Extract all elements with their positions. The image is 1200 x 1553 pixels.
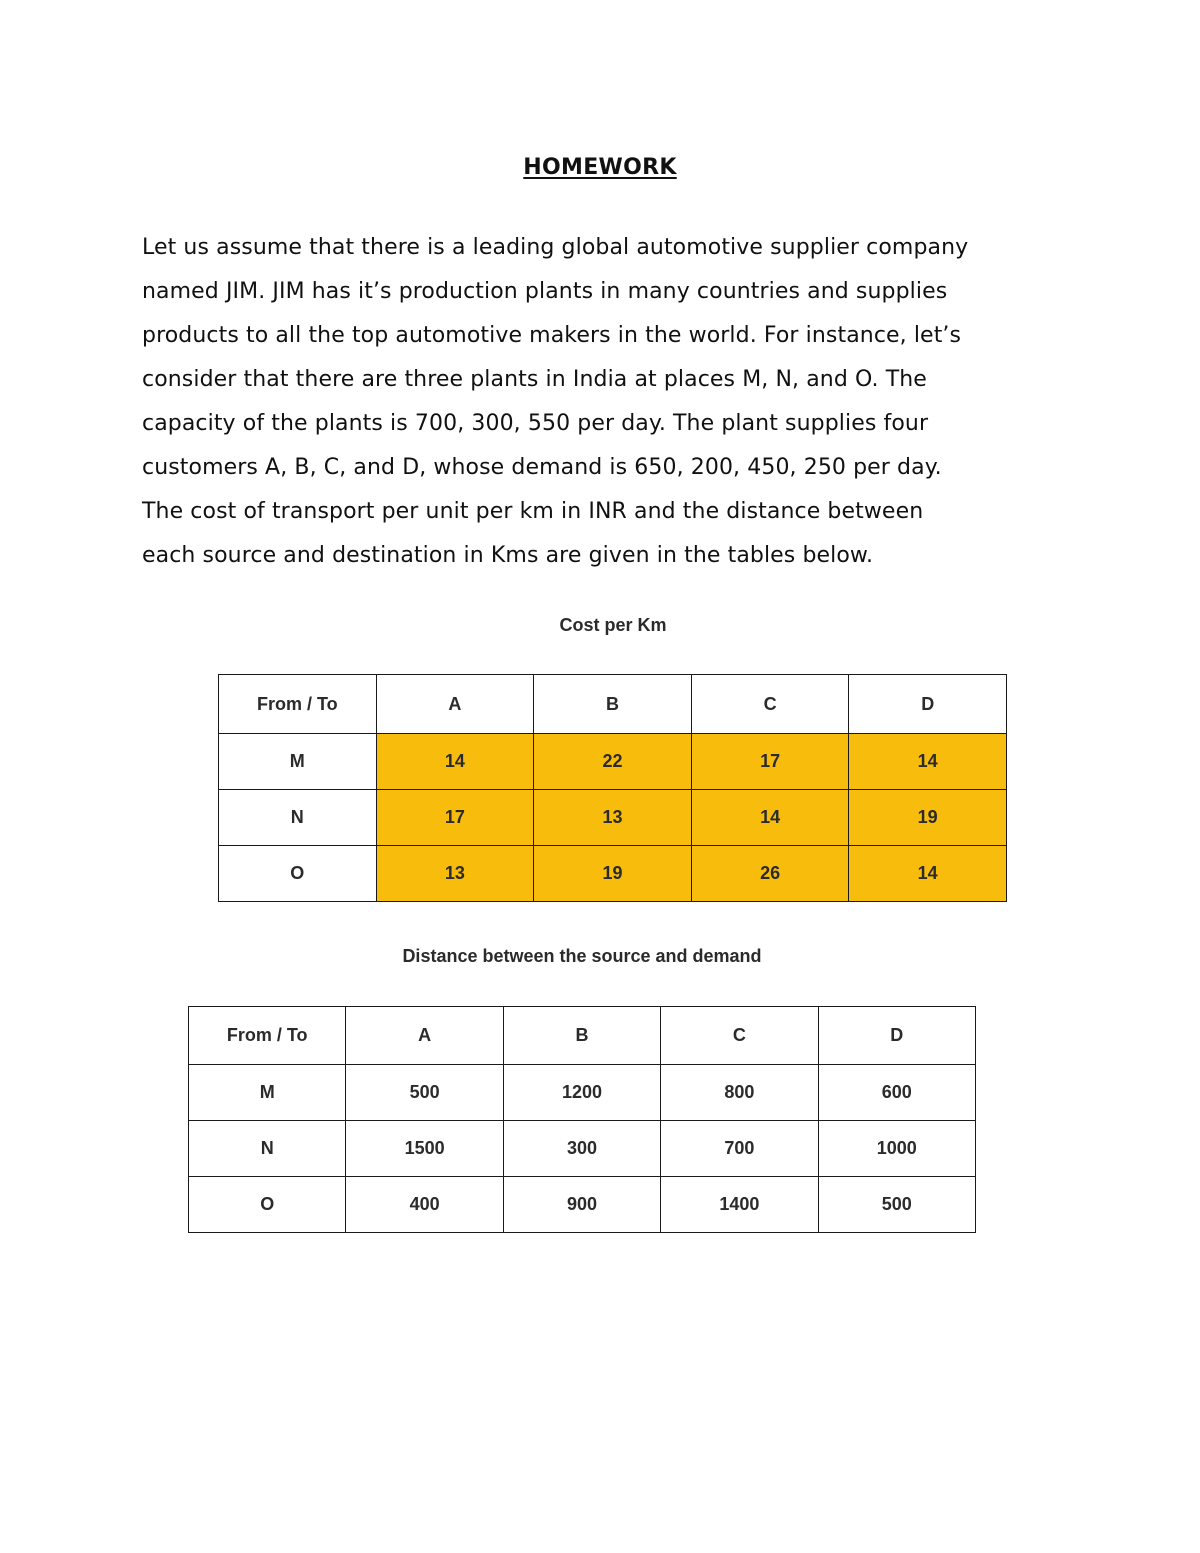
table-cell: 14 [376, 734, 534, 790]
distance-table-caption: Distance between the source and demand [402, 946, 762, 966]
table-row [189, 1121, 976, 1177]
header-cell: B [534, 675, 692, 734]
table-cell: 500 [818, 1177, 975, 1233]
table-cell: 1000 [818, 1121, 975, 1177]
table-cell: 900 [503, 1177, 660, 1233]
row-label-cell: M [219, 734, 377, 790]
table-header-row [189, 1007, 976, 1065]
table-cell: 19 [534, 846, 692, 902]
table-cell: 14 [691, 790, 849, 846]
header-cell: C [661, 1007, 818, 1065]
header-cell: D [818, 1007, 975, 1065]
header-cell: D [849, 675, 1007, 734]
paragraph-line: capacity of the plants is 700, 300, 550 per day. The plant supplies four [142, 411, 929, 436]
table-cell: 500 [346, 1065, 503, 1121]
table-row [189, 1065, 976, 1121]
table-cell: 1500 [346, 1121, 503, 1177]
table-row [219, 790, 1007, 846]
page-title: HOMEWORK [523, 155, 677, 180]
table-cell: 13 [534, 790, 692, 846]
row-label-cell: N [219, 790, 377, 846]
table-cell: 1200 [503, 1065, 660, 1121]
paragraph-line: customers A, B, C, and D, whose demand is 650, 200, 450, 250 per day. [142, 455, 942, 480]
header-cell: From / To [219, 675, 377, 734]
table-cell: 13 [376, 846, 534, 902]
paragraph-line: The cost of transport per unit per km in INR and the distance between [142, 499, 924, 524]
distance-table [188, 1006, 976, 1233]
header-cell: C [691, 675, 849, 734]
table-header-row [219, 675, 1007, 734]
table-row [189, 1177, 976, 1233]
table-cell: 26 [691, 846, 849, 902]
header-cell: A [346, 1007, 503, 1065]
table-cell: 17 [376, 790, 534, 846]
cost-table-caption: Cost per Km [559, 615, 667, 635]
table-cell: 300 [503, 1121, 660, 1177]
table-cell: 600 [818, 1065, 975, 1121]
table-cell: 800 [661, 1065, 818, 1121]
row-label-cell: O [189, 1177, 346, 1233]
row-label-cell: N [189, 1121, 346, 1177]
table-cell: 1400 [661, 1177, 818, 1233]
header-cell: B [503, 1007, 660, 1065]
table-row [219, 846, 1007, 902]
cost-table [218, 674, 1007, 902]
problem-statement [142, 226, 1082, 578]
header-cell: A [376, 675, 534, 734]
table-cell: 14 [849, 846, 1007, 902]
header-cell: From / To [189, 1007, 346, 1065]
paragraph-line: each source and destination in Kms are given in the tables below. [142, 543, 874, 568]
table-cell: 400 [346, 1177, 503, 1233]
paragraph-line: products to all the top automotive makers in the world. For instance, let’s [142, 323, 962, 348]
row-label-cell: O [219, 846, 377, 902]
table-cell: 700 [661, 1121, 818, 1177]
table-row [219, 734, 1007, 790]
table-cell: 19 [849, 790, 1007, 846]
table-cell: 22 [534, 734, 692, 790]
paragraph-line: named JIM. JIM has it’s production plants in many countries and supplies [142, 279, 948, 304]
row-label-cell: M [189, 1065, 346, 1121]
paragraph-line: consider that there are three plants in India at places M, N, and O. The [142, 367, 927, 392]
table-cell: 17 [691, 734, 849, 790]
table-cell: 14 [849, 734, 1007, 790]
paragraph-line: Let us assume that there is a leading global automotive supplier company [142, 235, 969, 260]
